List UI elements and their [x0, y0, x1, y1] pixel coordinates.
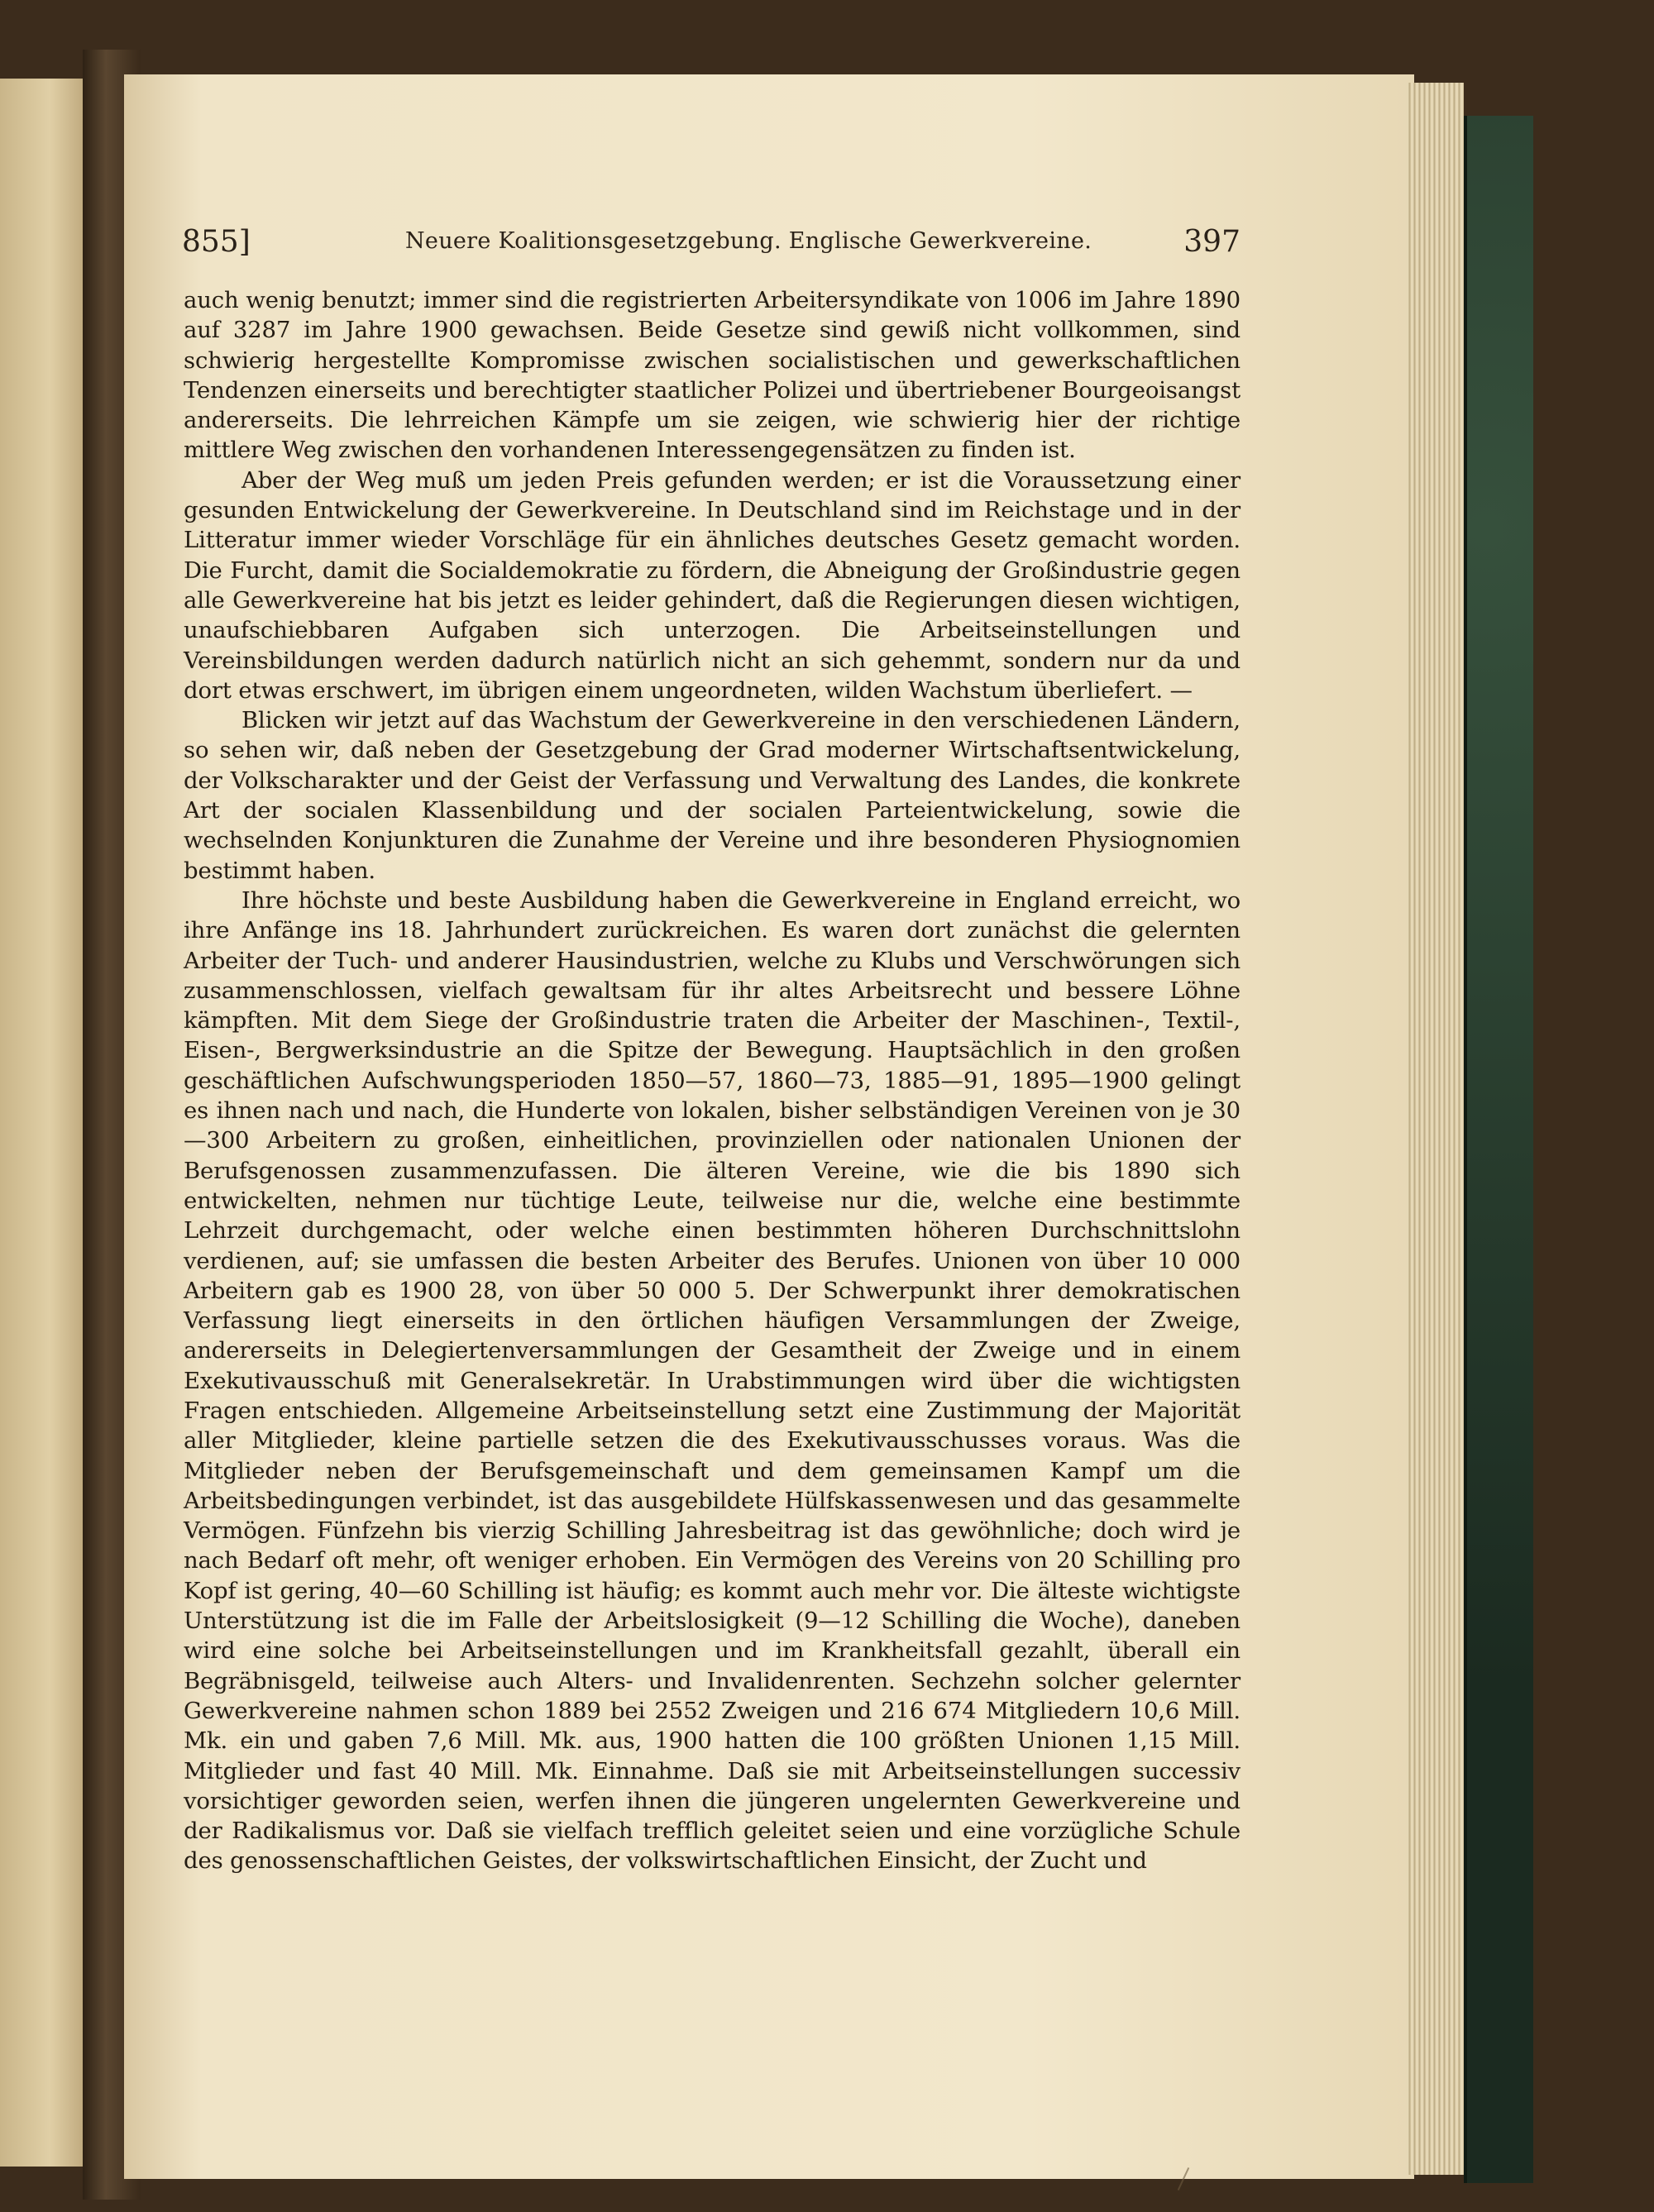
running-title: Neuere Koalitionsgesetzgebung. Englische Gewerkvereine. [405, 228, 1092, 254]
book-cover [1464, 116, 1533, 2183]
body-text [184, 285, 1240, 1876]
page-number-left: 855] [182, 225, 251, 259]
paragraph: Aber der Weg muß um jeden Preis gefunden werden; er ist die Voraussetzung einer gesunden Entwickelung der Gewerkvereine. In Deutschland sind im Reichstage und in der Litteratur immer wieder Vorschläge für ein ähnliches deutsches Gesetz gemacht worden. Die Furcht, damit die Socialdemokratie zu fördern, die Abneigung der Großindustrie gegen alle Gewerkvereine hat bis jetzt es leider gehindert, daß die Regierungen diesen wichtigen, unaufschiebbaren Aufgaben sich unterzogen. Die Arbeitseinstellungen und Vereinsbildungen werden dadurch natürlich nicht an sich gehemmt, sondern nur da und dort etwas erschwert, im übrigen einem ungeordneten, wilden Wachstum überliefert. — [184, 466, 1240, 704]
page-number-right: 397 [1183, 225, 1240, 259]
page-edges [1406, 83, 1464, 2175]
left-page-edge [0, 79, 91, 2167]
paragraph: Blicken wir jetzt auf das Wachstum der Gewerkvereine in den verschiedenen Ländern, so sehen wir, daß neben der Gesetzgebung der Grad moderner Wirtschaftsentwickelung, der Volkscharakter und der Geist der Verfassung und Verwaltung des Landes, die konkrete Art der socialen Klassenbildung und der socialen Parteientwickelung, sowie die wechselnden Konjunkturen die Zunahme der Vereine und ihre besonderen Physiognomien bestimmt haben. [184, 707, 1240, 884]
page-header [182, 225, 1240, 266]
paragraph: Ihre höchste und beste Ausbildung haben die Gewerkvereine in England erreicht, wo ihre Anfänge ins 18. Jahrhundert zurückreichen. Es waren dort zunächst die gelernten Arbeiter der Tuch- und anderer Hausindustrien, welche zu Klubs und Verschwörungen sich zusammenschlossen, vielfach gewaltsam für ihr altes Arbeitsrecht und bessere Löhne kämpften. Mit dem Siege der Großindustrie traten die Arbeiter der Maschinen-, Textil-, Eisen-, Bergwerksindustrie an die Spitze der Bewegung. Hauptsächlich in den großen geschäftlichen Aufschwungsperioden 1850—57, 1860—73, 1885—91, 1895—1900 gelingt es ihnen nach und nach, die Hunderte von lokalen, bisher selbständigen Vereinen von je 30—300 Arbeitern zu großen, einheitlichen, provinziellen oder nationalen Unionen der Berufsgenossen zusammenzufassen. Die älteren Vereine, wie die bis 1890 sich entwickelten, nehmen nur tüchtige Leute, teilweise nur die, welche eine bestimmte Lehrzeit durchgemacht, oder welche einen bestimmten höheren Durchschnittslohn verdienen, auf; sie umfassen die besten Arbeiter des Berufes. Unionen von über 10 000 Arbeitern gab es 1900 28, von über 50 000 5. Der Schwerpunkt ihrer demokratischen Verfassung liegt einerseits in den örtlichen häufigen Versammlungen der Zweige, andererseits in Delegiertenversammlungen der Gesamtheit der Zweige und in einem Exekutivausschuß mit Generalsekretär. In Urabstimmungen wird über die wichtigsten Fragen entschieden. Allgemeine Arbeitseinstellung setzt eine Zustimmung der Majorität aller Mitglieder, kleine partielle setzen die des Exekutivausschusses voraus. Was die Mitglieder neben der Berufsgemeinschaft und dem gemeinsamen Kampf um die Arbeitsbedingungen verbindet, ist das ausgebildete Hülfskassenwesen und das gesammelte Vermögen. Fünfzehn bis vierzig Schilling Jahresbeitrag ist das gewöhnliche; doch wird je nach Bedarf oft mehr, oft weniger erhoben. Ein Vermögen des Vereins von 20 Schilling pro Kopf ist gering, 40—60 Schilling ist häufig; es kommt auch mehr vor. Die älteste wichtigste Unterstützung ist die im Falle der Arbeitslosigkeit (9—12 Schilling die Woche), daneben wird eine solche bei Arbeitseinstellungen und im Krankheitsfall gezahlt, überall ein Begräbnisgeld, teilweise auch Alters- und Invalidenrenten. Sechzehn solcher gelernter Gewerkvereine nahmen schon 1889 bei 2552 Zweigen und 216 674 Mitgliedern 10,6 Mill. Mk. ein und gaben 7,6 Mill. Mk. aus, 1900 hatten die 100 größten Unionen 1,15 Mill. Mitglieder und fast 40 Mill. Mk. Einnahme. Daß sie mit Arbeitseinstellungen successiv vorsichtiger geworden seien, werfen ihnen die jüngeren ungelernten Gewerkvereine und der Radikalismus vor. Daß sie vielfach trefflich geleitet seien und eine vorzügliche Schule des genossenschaftlichen Geistes, der volkswirtschaftlichen Einsicht, der Zucht und [184, 886, 1240, 1875]
paragraph: auch wenig benutzt; immer sind die registrierten Arbeitersyndikate von 1006 im Jahre 1890 auf 3287 im Jahre 1900 gewachsen. Beide Gesetze sind gewiß nicht vollkommen, sind schwierig hergestellte Kompromisse zwischen socialistischen und gewerkschaftlichen Tendenzen einerseits und berechtigter staatlicher Polizei und übertriebener Bourgeoisangst andererseits. Die lehrreichen Kämpfe um sie zeigen, wie schwierig hier der richtige mittlere Weg zwischen den vorhandenen Interessengegensätzen zu finden ist. [184, 287, 1240, 464]
